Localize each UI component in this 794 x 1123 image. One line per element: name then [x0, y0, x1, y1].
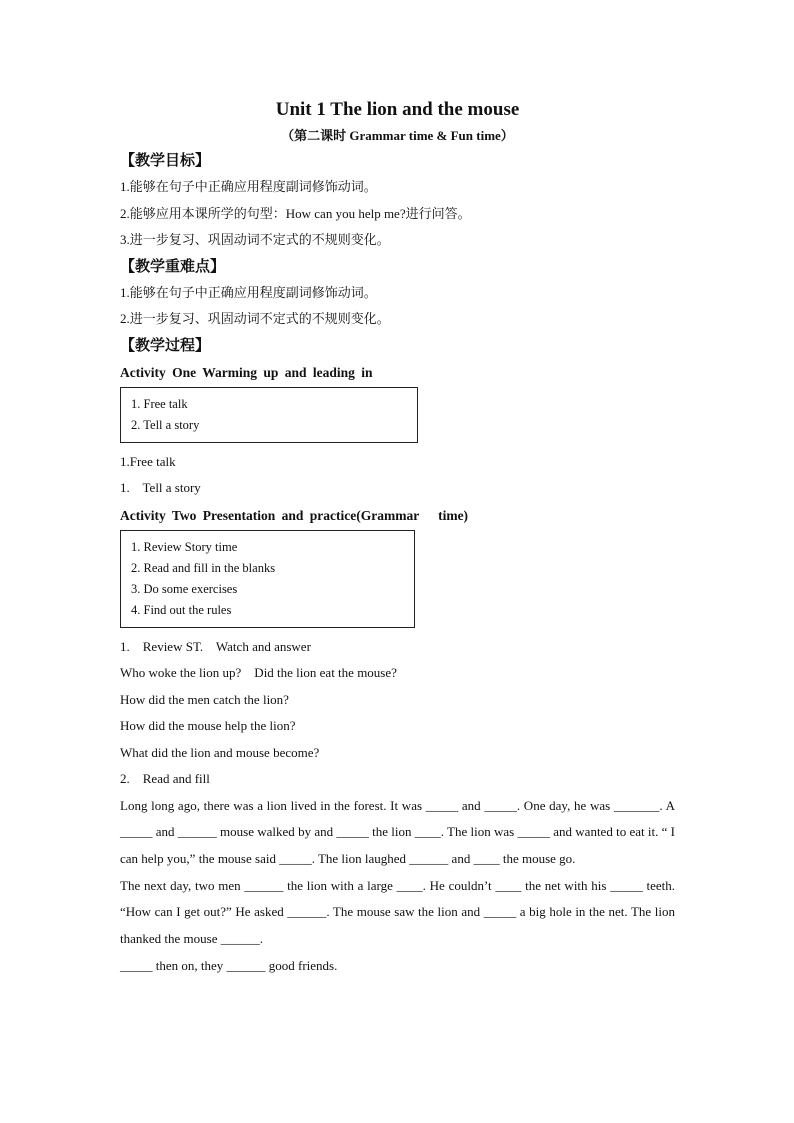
document-page	[120, 96, 675, 979]
box-item: 2. Read and fill in the blanks	[131, 560, 276, 575]
step-read-fill: 2. Read and fill	[120, 771, 210, 786]
document-subtitle: （第二课时 Grammar time & Fun time）	[281, 128, 514, 143]
fill-paragraph-3: _____ then on, they ______ good friends.	[120, 957, 338, 973]
fill-paragraph-1: Long long ago, there was a lion lived in the forest. It was _____ and _____. One day, he was _______. A _____ and ______ mouse walked by and _____ the lion ____. The lion was _____ and wanted to eat it. “ I can help you,” the mouse said _____. The lion laughed ______ and ____ the mouse go.	[120, 797, 675, 866]
objective-item: 3.进一步复习、巩固动词不定式的不规则变化。	[120, 232, 390, 247]
activity-one-box	[120, 387, 418, 443]
objective-item: 2.能够应用本课所学的句型：How can you help me?进行问答。	[120, 205, 471, 221]
objective-item: 1.能够在句子中正确应用程度副词修饰动词。	[120, 179, 377, 194]
question-line: How did the mouse help the lion?	[120, 718, 296, 733]
step-review: 1. Review ST. Watch and answer	[120, 638, 311, 654]
objectives-heading: 【教学目标】	[120, 153, 211, 169]
key-point-item: 1.能够在句子中正确应用程度副词修饰动词。	[120, 284, 377, 300]
box-item: 2. Tell a story	[131, 417, 200, 432]
key-point-item: 2.进一步复习、巩固动词不定式的不规则变化。	[120, 311, 390, 326]
question-line: How did the men catch the lion?	[120, 691, 289, 707]
key-points-heading: 【教学重难点】	[120, 258, 226, 275]
activity-two-title: Activity Two Presentation and practice(Grammar time)	[120, 507, 469, 523]
box-item: 1. Free talk	[131, 396, 188, 411]
box-item: 1. Review Story time	[131, 539, 238, 554]
fill-paragraph-2: The next day, two men ______ the lion with a large ____. He couldn’t ____ the net with his _____ teeth. “How can I get out?” He asked ______. The mouse saw the lion and _____ a big hole in the net. The lion thanked the mouse ______.	[120, 877, 675, 947]
activity-one-step: 1. Tell a story	[120, 480, 201, 495]
box-item: 4. Find out the rules	[131, 602, 232, 617]
document-title: Unit 1 The lion and the mouse	[275, 99, 520, 120]
activity-two-box	[120, 530, 415, 628]
activity-one-step: 1.Free talk	[120, 453, 176, 469]
question-line: What did the lion and mouse become?	[120, 744, 320, 760]
process-heading: 【教学过程】	[120, 337, 211, 354]
activity-one-title: Activity One Warming up and leading in	[120, 364, 373, 380]
question-line: Who woke the lion up? Did the lion eat the mouse?	[120, 665, 397, 680]
box-item: 3. Do some exercises	[131, 581, 238, 596]
